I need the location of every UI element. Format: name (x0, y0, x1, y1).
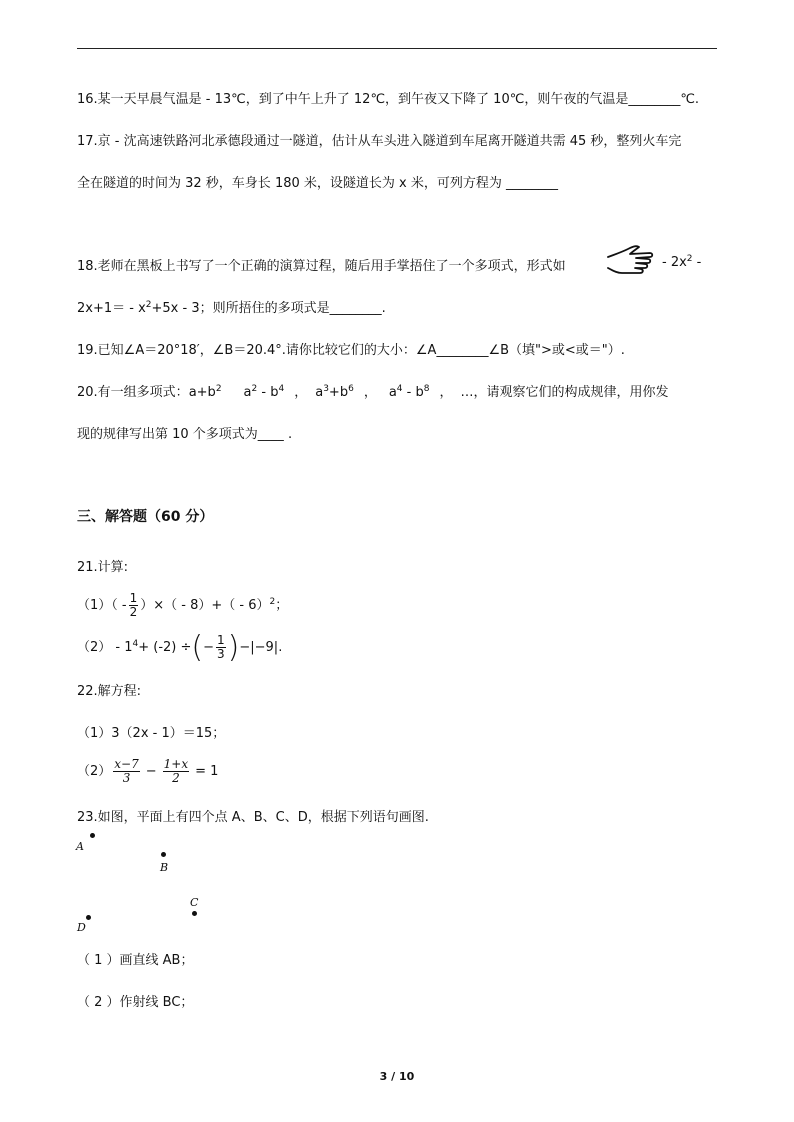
polynomial-term-2: $a^2 - b^4$ (243, 384, 285, 400)
question-19: 19.已知∠A＝20°18′，∠B＝20.4°.请你比较它们的大小：∠A________∠B（填">或<或＝"）. (77, 343, 625, 358)
point-d-dot (86, 915, 91, 920)
fraction-one-half: $\frac{1}{2}$ (129, 591, 138, 619)
question-20-line-2: 现的规律写出第 10 个多项式为____ . (77, 427, 293, 442)
fraction-x-minus-7-over-3: $\frac{x-7}{3}$ (114, 757, 139, 785)
question-22-part-2: （2） $\frac{x-7}{3}$ − $\frac{1+x}{2}$ = 1 (77, 757, 219, 785)
question-17-line-2: 全在隧道的时间为 32 秒，车身长 180 米，设隧道长为 x 米，可列方程为 ________ (77, 176, 558, 191)
top-rule (77, 48, 717, 49)
point-b-dot (161, 852, 166, 857)
question-23-part-1: （ 1 ）画直线 AB； (77, 953, 194, 968)
fraction-1-plus-x-over-2: $\frac{1+x}{2}$ (163, 757, 189, 785)
question-18-line-2: $2x+1= - x^2+5x - 3$；则所捂住的多项式是________. (77, 300, 386, 316)
point-b-label: B (160, 861, 169, 874)
question-16 (77, 88, 699, 107)
point-a-dot (90, 833, 95, 838)
covering-hand-icon (606, 243, 654, 277)
question-22-title: 22.解方程: (77, 684, 142, 699)
point-d-label: D (77, 921, 86, 934)
question-16-text: 16.某一天早晨气温是 - 13℃，到了中午上升了 12℃，到午夜又下降了 10℃，则午夜的气温是________℃. (77, 92, 700, 107)
fraction-one-third: $\frac{1}{3}$ (217, 633, 225, 661)
page-number: 3 / 10 (379, 1070, 415, 1083)
question-23-title: 23.如图，平面上有四个点 A、B、C、D，根据下列语句画图. (77, 810, 429, 825)
polynomial-term-4: $a^4 - b^8$ (388, 384, 430, 400)
point-a-label: A (76, 840, 84, 853)
point-c-dot (192, 911, 197, 916)
polynomial-term-3: $a^3+b^6$ (315, 384, 354, 400)
question-21-part-2: $(2) - 1^4+ (-2)$ ÷(− $\frac{1}{3}$ )−|−9|. (77, 630, 283, 665)
question-18-line-1: 18.老师在黑板上书写了一个正确的演算过程，随后用手掌捂住了一个多项式，形式如 (77, 259, 566, 274)
question-23-part-2: （ 2 ）作射线 BC； (77, 995, 194, 1010)
question-17-line-1: 17.京 - 沈高速铁路河北承德段通过一隧道，估计从车头进入隧道到车尾离开隧道共需 45 秒，整列火车完 (77, 134, 682, 149)
question-20-line-1: 20.有一组多项式：$a+b^2$ $a^2 - b^4$ ， $a^3+b^6$ ， $a^4 - b^8$ ， …，请观察它们的构成规律，用你发 (77, 384, 669, 400)
section-heading: 三、解答题（60 分） (77, 509, 214, 525)
question-21-part-1: （1）（ - $\frac{1}{2}$ ）×（ - 8）+（ - 6）$^2$； (77, 591, 289, 619)
question-21-title: 21.计算: (77, 560, 129, 575)
question-22-part-1: （1）3（2x - 1）＝15； (77, 726, 226, 741)
polynomial-term-1: $a+b^2$ (188, 384, 222, 400)
point-c-label: C (190, 896, 199, 909)
question-18-after-hand: - $2x^2$ - (662, 254, 702, 270)
